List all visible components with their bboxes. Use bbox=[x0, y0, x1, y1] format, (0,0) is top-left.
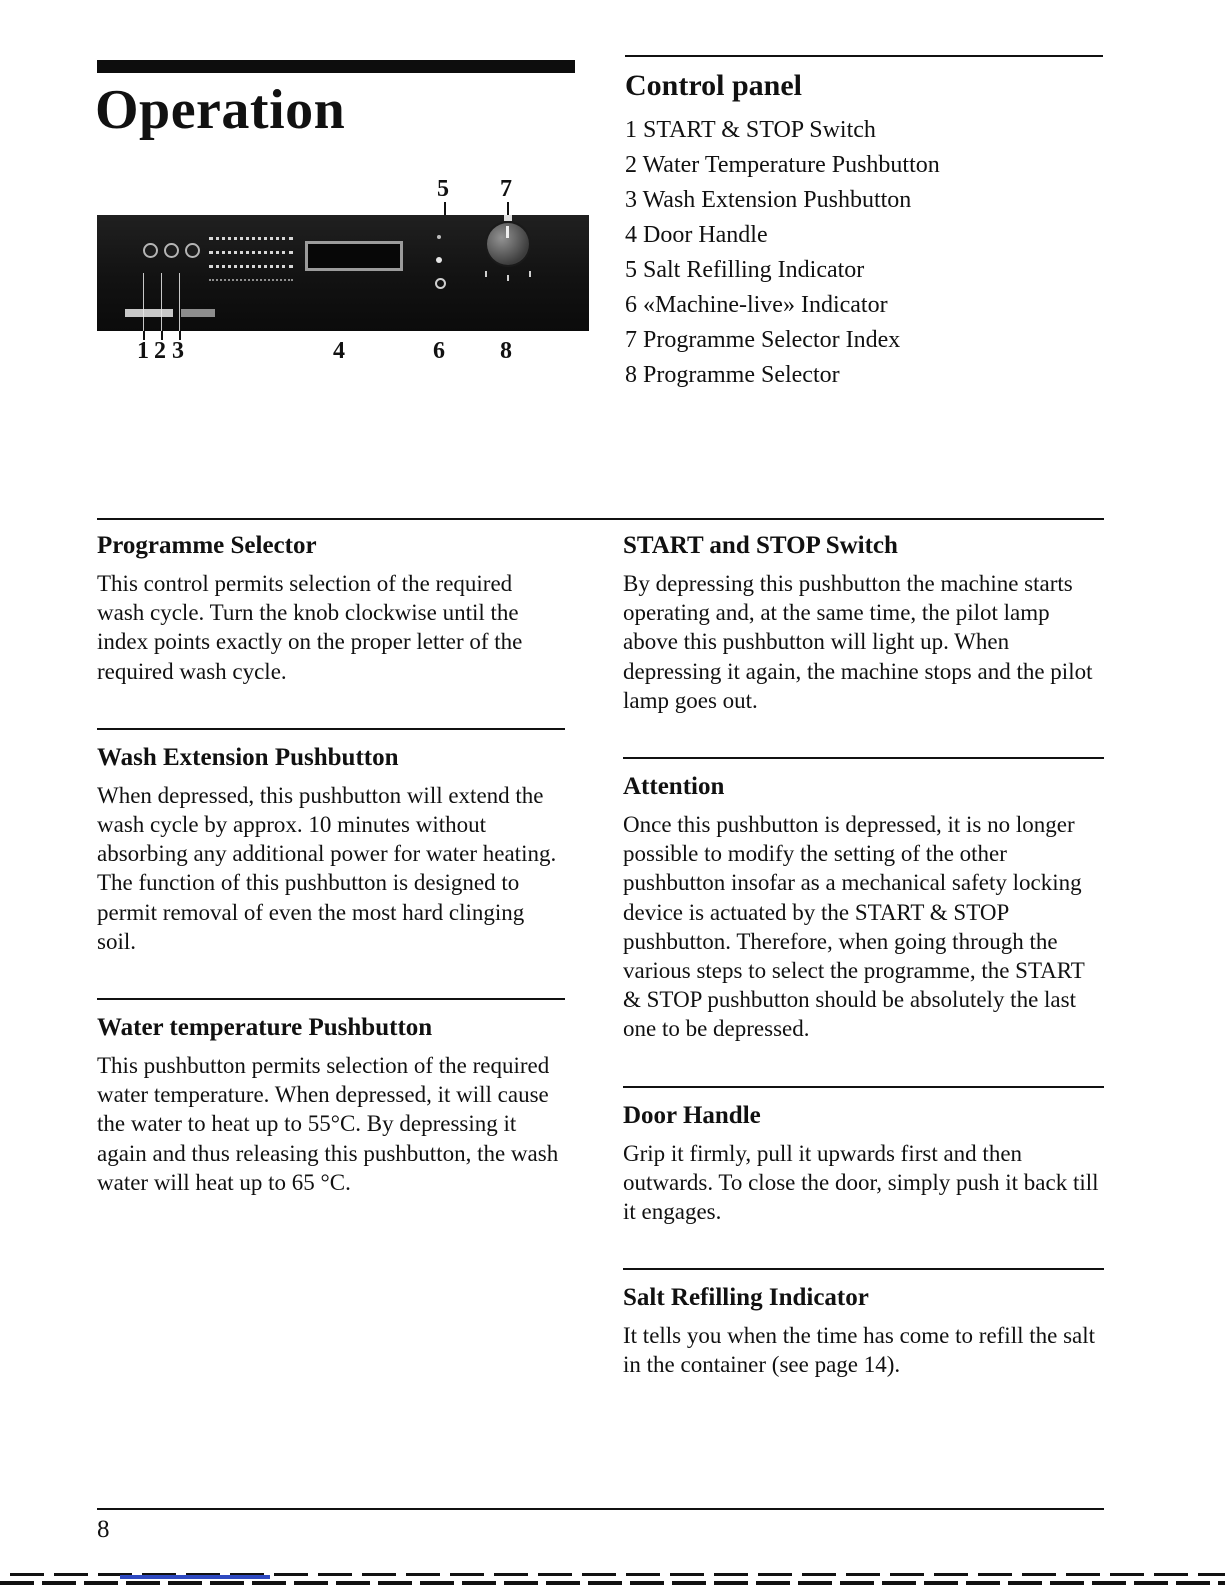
legend-item: 3 Wash Extension Pushbutton bbox=[625, 187, 912, 213]
legend-item: 8 Programme Selector bbox=[625, 362, 840, 388]
callout-4: 4 bbox=[333, 338, 345, 364]
section-divider bbox=[623, 757, 1104, 759]
model-label bbox=[181, 309, 215, 317]
page-number: 8 bbox=[97, 1516, 110, 1543]
legend-item: 5 Salt Refilling Indicator bbox=[625, 257, 865, 283]
section-heading: Wash Extension Pushbutton bbox=[97, 743, 399, 771]
legend-heading: Control panel bbox=[625, 69, 802, 102]
callout-leader-line bbox=[161, 273, 162, 331]
programme-selector-knob bbox=[487, 223, 529, 265]
section-body: This control permits selection of the required wash cycle. Turn the knob clockwise until the index points exactly on the proper letter of the required wash cycle. bbox=[97, 571, 523, 684]
chart-dot-row bbox=[209, 279, 293, 281]
title-rule bbox=[97, 60, 575, 73]
section-heading: Attention bbox=[623, 773, 725, 801]
section-divider bbox=[97, 728, 565, 730]
scan-artifact-blue-line bbox=[120, 1575, 270, 1579]
callout-8: 8 bbox=[500, 338, 512, 364]
knob-scale-mark bbox=[507, 275, 509, 281]
legend-item: 4 Door Handle bbox=[625, 222, 768, 248]
salt-refilling-indicator-light bbox=[437, 235, 441, 239]
brand-label bbox=[125, 309, 173, 317]
section-wash-extension bbox=[97, 728, 565, 956]
callout-2: 2 bbox=[154, 338, 166, 364]
section-start-stop bbox=[623, 532, 1104, 715]
pushbutton-water-temperature bbox=[164, 243, 179, 258]
pushbutton-start-stop bbox=[143, 243, 158, 258]
legend-item: 7 Programme Selector Index bbox=[625, 327, 901, 353]
section-heading: Water temperature Pushbutton bbox=[97, 1014, 433, 1042]
callout-leader-line bbox=[507, 202, 509, 215]
section-programme-selector bbox=[97, 532, 565, 686]
legend-divider bbox=[625, 55, 1103, 57]
body-columns bbox=[97, 532, 1104, 1380]
knob-pointer bbox=[506, 226, 509, 238]
section-heading: START and STOP Switch bbox=[623, 532, 898, 559]
chart-dot-row bbox=[209, 251, 293, 254]
section-heading: Door Handle bbox=[623, 1101, 761, 1129]
section-body: By depressing this pushbutton the machine starts operating and, at the same time, the pilot lamp above this pushbutton will light up. When depressing it again, the machine stops and the pilot lamp goes out. bbox=[623, 571, 1093, 713]
legend-item: 1 START & STOP Switch bbox=[625, 117, 876, 143]
section-body: Once this pushbutton is depressed, it is no longer possible to modify the setting of the other pushbutton insofar as a mechanical safety locking device is actuated by the START & STOP pushbutton. Therefore, when going through the various steps to select the programme, the START & STOP pushbutton should be absolutely the last one to be depressed. bbox=[623, 812, 1085, 1042]
programme-chart bbox=[209, 237, 293, 289]
section-body: When depressed, this pushbutton will extend the wash cycle by approx. 10 minutes without absorbing any additional power for water heating. The function of this pushbutton is designed to permit removal of even the most hard clinging soil. bbox=[97, 782, 557, 954]
legend-item: 2 Water Temperature Pushbutton bbox=[625, 152, 940, 178]
callout-leader-line bbox=[179, 273, 180, 331]
indicator-light bbox=[435, 278, 446, 289]
control-panel-legend bbox=[625, 55, 1103, 393]
legend-item: 6 «Machine-live» Indicator bbox=[625, 292, 888, 318]
left-column bbox=[97, 532, 565, 1380]
pushbutton-wash-extension bbox=[185, 243, 200, 258]
callout-7: 7 bbox=[500, 176, 512, 202]
section-heading: Programme Selector bbox=[97, 532, 317, 559]
control-panel-figure bbox=[97, 176, 589, 376]
footer-divider bbox=[97, 1508, 1104, 1510]
callout-3: 3 bbox=[172, 338, 184, 364]
control-panel-photo bbox=[97, 215, 589, 331]
section-door-handle bbox=[623, 1086, 1104, 1227]
section-body: This pushbutton permits selection of the required water temperature. When depressed, it will cause the water to heat up to 55°C. By depressing it again and thus releasing this pushbutton, the wash water will heat up to 65 °C. bbox=[97, 1053, 559, 1195]
section-body: It tells you when the time has come to refill the salt in the container (see page 14). bbox=[623, 1323, 1096, 1378]
section-water-temperature bbox=[97, 998, 565, 1197]
right-column bbox=[623, 532, 1104, 1380]
section-attention bbox=[623, 757, 1104, 1044]
callout-1: 1 bbox=[137, 338, 149, 364]
section-salt-refilling bbox=[623, 1268, 1104, 1379]
dispenser-window bbox=[305, 241, 403, 271]
knob-scale-mark bbox=[485, 271, 487, 277]
callout-5: 5 bbox=[437, 176, 449, 202]
machine-live-indicator-light bbox=[436, 257, 442, 263]
knob-scale-mark bbox=[529, 271, 531, 277]
callout-6: 6 bbox=[433, 338, 445, 364]
section-divider bbox=[97, 998, 565, 1000]
chart-dot-row bbox=[209, 265, 293, 268]
legend-list bbox=[625, 113, 1103, 393]
page-title: Operation bbox=[95, 79, 346, 141]
callout-leader-line bbox=[444, 202, 446, 215]
callout-leader-line bbox=[143, 273, 144, 331]
section-divider-full bbox=[97, 518, 1104, 520]
section-divider bbox=[623, 1268, 1104, 1270]
section-heading: Salt Refilling Indicator bbox=[623, 1284, 869, 1312]
section-body: Grip it firmly, pull it upwards first and then outwards. To close the door, simply push it back till it engages. bbox=[623, 1140, 1099, 1225]
chart-dot-row bbox=[209, 237, 293, 240]
section-divider bbox=[623, 1086, 1104, 1088]
selector-index-mark bbox=[504, 215, 512, 221]
